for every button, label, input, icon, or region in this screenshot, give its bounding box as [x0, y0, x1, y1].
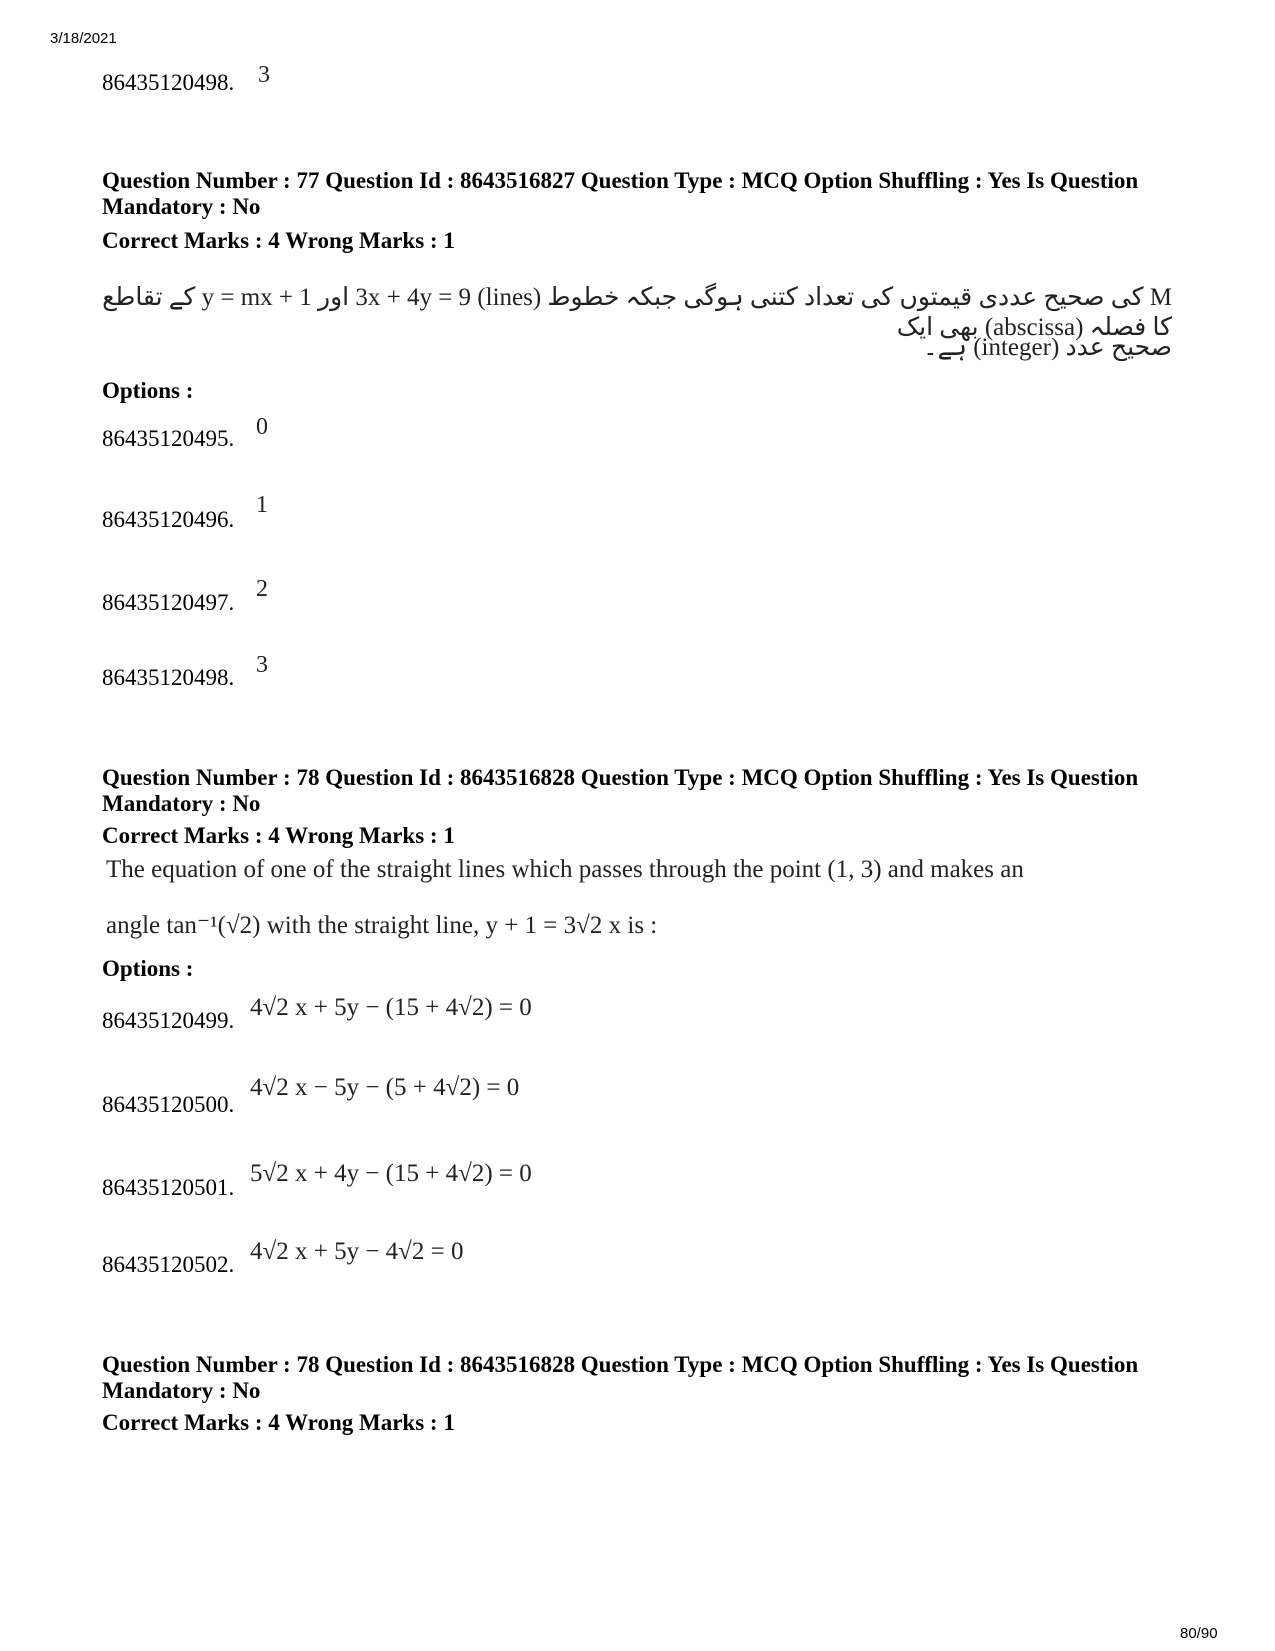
- print-date: 3/18/2021: [50, 30, 117, 47]
- option-value: 1: [256, 492, 268, 518]
- question-77-text-line-2: صحیح عدد (integer) ہے۔: [923, 334, 1172, 361]
- question-78-text-line-2: angle tan⁻¹(√2) with the straight line, y + 1 = 3√2 x is :: [106, 912, 658, 939]
- question-78-header: Question Number : 78 Question Id : 8643516828 Question Type : MCQ Option Shuffling : Yes Is Question Mandatory : No: [102, 765, 1139, 816]
- option-value: 3: [258, 62, 270, 88]
- option-id: 86435120498.: [102, 70, 235, 95]
- option-id: 86435120497.: [102, 590, 235, 615]
- question-77-header: Question Number : 77 Question Id : 8643516827 Question Type : MCQ Option Shuffling : Yes Is Question Mandatory : No: [102, 168, 1139, 219]
- question-78-repeat-marks: Correct Marks : 4 Wrong Marks : 1: [102, 1410, 455, 1435]
- question-78-options-label: Options :: [102, 956, 194, 981]
- option-id: 86435120502.: [102, 1252, 235, 1277]
- question-78-repeat-header: Question Number : 78 Question Id : 8643516828 Question Type : MCQ Option Shuffling : Yes Is Question Mandatory : No: [102, 1352, 1139, 1403]
- option-value: 4√2 x + 5y − 4√2 = 0: [250, 1238, 464, 1265]
- question-77-text-line-1: M کی صحیح عددی قیمتوں کی تعداد کتنی ہوگی جبکہ خطوط (lines) 3x + 4y = 9 اور y = mx + 1 کے تقاطع کا فصلہ (abscissa) بھی ایک: [102, 284, 1172, 341]
- option-value: 4√2 x − 5y − (5 + 4√2) = 0: [250, 1074, 520, 1101]
- question-77-options-label: Options :: [102, 378, 194, 403]
- question-78-text-line-1: The equation of one of the straight lines which passes through the point (1, 3) and makes an: [106, 856, 1024, 883]
- option-value: 3: [256, 652, 268, 678]
- question-77-marks: Correct Marks : 4 Wrong Marks : 1: [102, 228, 455, 253]
- option-id: 86435120500.: [102, 1092, 235, 1117]
- option-id: 86435120495.: [102, 426, 235, 451]
- option-value: 0: [256, 414, 268, 440]
- question-78-marks: Correct Marks : 4 Wrong Marks : 1: [102, 823, 455, 848]
- page-number: 80/90: [1180, 1625, 1218, 1642]
- option-value: 5√2 x + 4y − (15 + 4√2) = 0: [250, 1160, 532, 1187]
- option-id: 86435120499.: [102, 1008, 235, 1033]
- option-id: 86435120498.: [102, 665, 235, 690]
- option-id: 86435120501.: [102, 1175, 235, 1200]
- option-value: 4√2 x + 5y − (15 + 4√2) = 0: [250, 994, 532, 1021]
- option-id: 86435120496.: [102, 507, 235, 532]
- option-value: 2: [256, 576, 268, 602]
